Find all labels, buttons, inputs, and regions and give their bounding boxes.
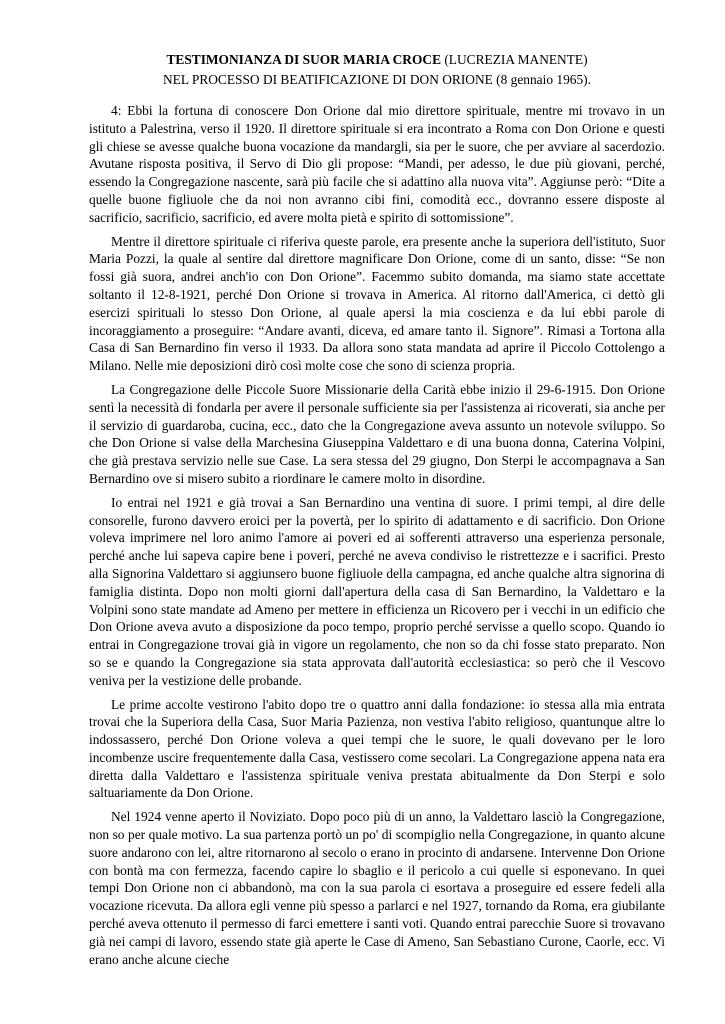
paragraph-5: Le prime accolte vestirono l'abito dopo tre o quattro anni dalla fondazione: io stessa alla mia entrata trovai che la Superiora della Casa, Suor Maria Pazienza, non vestiva l'abito religioso, quantunque altre lo indossassero, perché Don Orione voleva a quei tempi che le suore, le quali dovevano per le loro incombenze uscire frequentemente dalla Casa, vestissero come secolari. La Congregazione appena nata era diretta dalla Valdettaro e l'assistenza spirituale veniva prestata abitualmente da Don Sterpi e solo saltuariamente da Don Orione. bbox=[89, 696, 665, 801]
title-parenthetical: (LUCREZIA MANENTE) bbox=[441, 52, 588, 67]
document-title bbox=[89, 50, 665, 70]
title-bold-part: TESTIMONIANZA DI SUOR MARIA CROCE bbox=[166, 52, 441, 67]
document-page bbox=[89, 50, 665, 968]
paragraph-6: Nel 1924 venne aperto il Noviziato. Dopo poco più di un anno, la Valdettaro lasciò la Congregazione, non so per quale motivo. La sua partenza portò un po' di scompiglio nella Congregazione, in quanto alcune suore andarono con lei, altre ritornarono al secolo o erano in procinto di andarsene. Intervenne Don Orione con bontà ma con fermezza, facendo capire lo sbaglio e il pericolo a cui quelle si esponevano. In quei tempi Don Orione non ci abbandonò, ma con la sua parola ci esortava a proseguire ed essere fedeli alla vocazione ricevuta. Da allora egli venne più spesso a parlarci e nel 1927, tornando da Roma, era giubilante perché aveva ottenuto il permesso di farci emettere i santi voti. Quando entrai parecchie Suore si trovavano già nei campi di lavoro, essendo state già aperte le Case di Ameno, San Sebastiano Curone, Caorle, ecc. Vi erano anche alcune cieche bbox=[89, 809, 665, 967]
paragraph-3: La Congregazione delle Piccole Suore Missionarie della Carità ebbe inizio il 29-6-1915. Don Orione sentì la necessità di fondarla per avere il personale sufficiente sia per l'assistenza ai ricoverati, sia anche per il servizio di guardaroba, cucina, ecc., dato che la Congregazione aveva assunto un notevole sviluppo. So che Don Orione si valse della Marchesina Giuseppina Valdettaro e di una buona donna, Caterina Volpini, che già prestava servizio nelle sue Case. La sera stessa del 29 giugno, Don Sterpi le accompagnava a San Bernardino ove si misero subito a riordinare le camere molto in disordine. bbox=[89, 381, 665, 486]
paragraph-2: Mentre il direttore spirituale ci riferiva queste parole, era presente anche la superiora dell'istituto, Suor Maria Pozzi, la quale al sentire dal direttore magnificare Don Orione, come di un santo, disse: “Se non fossi già suora, andrei anch'io con Don Orione”. Facemmo subito domanda, ma siamo state accettate soltanto il 12-8-1921, perché Don Orione si trovava in America. Al ritorno dall'America, ci dettò gli esercizi spirituali lo stesso Don Orione, al quale apersi la mia coscienza e da lui ebbi parole di incoraggiamento a proseguire: “Andare avanti, diceva, ed amare tanto il. Signore”. Rimasi a Tortona alla Casa di San Bernardino fin verso il 1933. Da allora sono stata mandata ad aprire il Piccolo Cottolengo a Milano. Nelle mie deposizioni dirò così molte cose che sono di scienza propria. bbox=[89, 233, 665, 374]
paragraph-1: 4: Ebbi la fortuna di conoscere Don Orione dal mio direttore spirituale, mentre mi trovavo in un istituto a Palestrina, verso il 1920. Il direttore spirituale si era incontrato a Roma con Don Orione e questi gli chiese se avesse qualche buona vocazione da mandargli, sia per le suore, che per avviare al sacerdozio. Avutane risposta positiva, il Servo di Dio gli propose: “Mandi, per adesso, le due più giovani, perché, essendo la Congregazione nascente, sarà più facile che si adattino alla nuova vita”. Aggiunse però: “Dite a quelle buone figliuole che da noi non avranno cibi fini, comodità ecc., dovranno essere disposte al sacrificio, sacrificio, sacrificio, ed avere molta pietà e spirito di sottomissione”. bbox=[89, 103, 665, 225]
paragraph-4: Io entrai nel 1921 e già trovai a San Bernardino una ventina di suore. I primi tempi, al dire delle consorelle, furono davvero eroici per la povertà, per lo spirito di adattamento e di sacrificio. Don Orione voleva imprimere nel loro animo l'amore ai poveri ed ai sofferenti attraverso una esperienza personale, perché anche lui sapeva capire bene i poveri, perché ne aveva condiviso le ristrettezze e i sacrifici. Presto alla Signorina Valdettaro si aggiunsero buone figliuole della campagna, ed anche qualche altra signorina di famiglia distinta. Dopo non molti giorni dall'apertura della casa di San Bernardino, la Valdettaro e la Volpini sono state mandate ad Ameno per mettere in efficienza un Ricovero per i vecchi in un edificio che Don Orione aveva avuto a disposizione da poco tempo, proprio perché servisse a quello scopo. Quando io entrai in Congregazione trovai già in vigore un regolamento, che non so da chi fosse stato preparato. Non so se e quando la Congregazione sia stata approvata dall'autorità ecclesiastica: so però che il Vescovo veniva per la vestizione delle probande. bbox=[89, 494, 665, 688]
document-body bbox=[89, 102, 665, 968]
document-header bbox=[89, 50, 665, 90]
document-subtitle: NEL PROCESSO DI BEATIFICAZIONE DI DON ORIONE (8 gennaio 1965). bbox=[163, 72, 591, 87]
